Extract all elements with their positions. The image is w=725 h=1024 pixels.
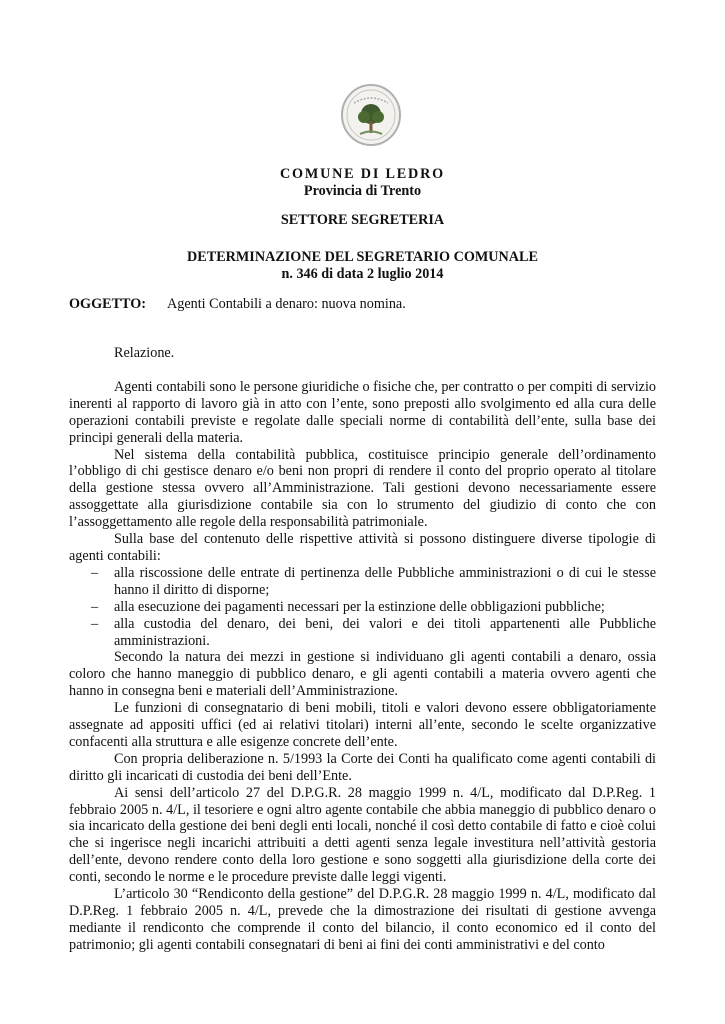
list-item-text: alla custodia del denaro, dei beni, dei valori e dei titoli appartenenti alle Pubbliche amministrazioni. [114,615,656,649]
oggetto-label: OGGETTO: [69,296,146,312]
paragraph-6: Con propria deliberazione n. 5/1993 la Corte dei Conti ha qualificato come agenti contabili di diritto gli incaricati di custodia dei beni dell’Ente. [69,750,656,784]
dash-bullet: – [91,564,99,581]
oggetto-text: Agenti Contabili a denaro: nuova nomina. [167,296,406,312]
paragraph-2: Nel sistema della contabilità pubblica, costituisce principio generale dell’ordinamento l’obbligo di chi gestisce denaro e/o beni non propri di rendere il conto del proprio operato al titolare della gestione stessa ovvero all’Amministrazione. Tali gestioni devono necessariamente essere assoggettate alla giurisdizione contabile sia con lo strumento del giudizio di conto che con l’assoggettamento alle regole della responsabilità patrimoniale. [69,446,656,531]
document-body [69,345,656,954]
dash-bullet: – [91,615,99,632]
relazione-heading: Relazione. [114,345,175,361]
list-item [69,616,656,650]
paragraph-4: Secondo la natura dei mezzi in gestione si individuano gli agenti contabili a denaro, ossia coloro che hanno maneggio di pubblico denaro, e gli agenti contabili a materia ovvero agenti che hanno in consegna beni e materiali dell’Amministrazione. [69,649,656,700]
paragraph-5: Le funzioni di consegnatario di beni mobili, titoli e valori devono essere obbligatoriamente assegnate ad appositi uffici (ed ai relativi titolari) interni all’ente, secondo le scelte organizzative confacenti alla struttura e alle esigenze concrete dell’ente. [69,700,656,750]
paragraph-8: L’articolo 30 “Rendiconto della gestione” del D.P.G.R. 28 maggio 1999 n. 4/L, modificato dal D.P.Reg. 1 febbraio 2005 n. 4/L, prevede che la dimostrazione dei risultati di gestione avvenga mediante il rendiconto che comprende il conto del bilancio, il conto economico ed il conto del patrimonio; gli agenti contabili consegnatari di beni ai fini dei conti amministrativi e del conto [69,886,656,953]
provincia-subtitle: Provincia di Trento [303,183,422,199]
settore-title: SETTORE SEGRETERIA [280,212,445,228]
list-item-text: alla riscossione delle entrate di pertinenza delle Pubbliche amministrazioni o di cui le stesse hanno il diritto di disporne; [114,564,656,598]
dash-bullet: – [91,598,99,615]
list-item-text: alla esecuzione dei pagamenti necessari per la estinzione delle obbligazioni pubbliche; [114,598,605,615]
comune-title: COMUNE DI LEDRO [280,166,445,182]
oggetto-line [69,296,406,313]
determinazione-number: n. 346 di data 2 luglio 2014 [281,266,444,282]
list-item [69,565,656,599]
municipal-seal-icon [340,83,402,147]
paragraph-3: Sulla base del contenuto delle rispettive attività si possono distinguere diverse tipologie di agenti contabili: [69,531,656,564]
paragraph-7: Ai sensi dell’articolo 27 del D.P.G.R. 28 maggio 1999 n. 4/L, modificato dal D.P.Reg. 1 febbraio 2005 n. 4/L, il tesoriere e ogni altro agente contabile che abbia maneggio di pubblico denaro o sia incaricato della gestione dei beni degli enti locali, nonché il così detto contabile di fatto e cioè colui che si ingerisce negli incarichi attribuiti a detti agenti senza legale investitura nell’attività gestoria dell’ente, devono rendere conto della loro gestione e sono soggetti alla giurisdizione della corte dei conti, secondo le norme e le procedure previste dalle leggi vigenti. [69,784,656,886]
paragraph-1: Agenti contabili sono le persone giuridiche o fisiche che, per contratto o per compiti di servizio inerenti al rapporto di lavoro già in atto con l’ente, sono preposti allo svolgimento ed alla cura delle operazioni contabili previste e regolate dalle speciali norme di contabilità dell’ente, sulla base dei principi generali della materia. [69,378,656,446]
determinazione-title: DETERMINAZIONE DEL SEGRETARIO COMUNALE [187,249,538,265]
list-item [69,599,656,616]
agent-types-list [69,565,656,650]
